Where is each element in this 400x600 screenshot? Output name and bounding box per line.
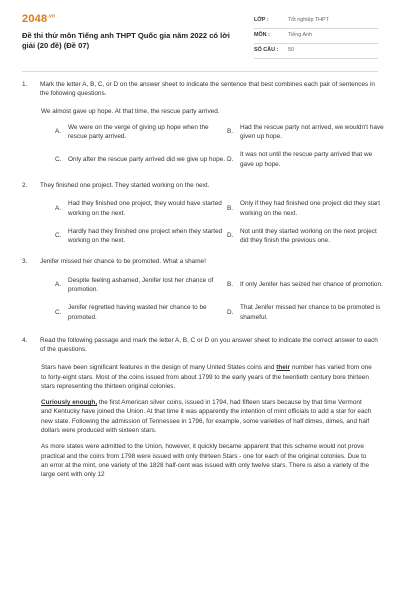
question-4 <box>22 336 378 355</box>
header-divider <box>22 71 378 72</box>
question-sentence: We almost gave up hope. At that time, the rescue party arrived. <box>41 107 220 115</box>
passage-paragraph-2 <box>41 398 374 435</box>
meta-table <box>254 14 378 59</box>
answer-option-b[interactable] <box>227 199 387 218</box>
site-logo[interactable] <box>22 12 55 28</box>
question-number: 4. <box>22 336 28 344</box>
passage-text: number has varied from one to forty-eight stars. Most of the coins issued from about 1799 to the early years of the twentieth century bore thirteen stars representing the thirteen original colonies. <box>41 364 372 390</box>
passage-text: As more states were admitted to the Union, however, it quickly became apparent that this scheme would not prove practical and the coins from 1798 were issued with only thirteen Stars - one for each of the original colonies. Due to an error at the mint, one variety of the 1828 half-cent was issued with only twelve stars. There is also a variety of the large cent with only 12 <box>41 443 370 479</box>
question-number: 3. <box>22 258 28 266</box>
answer-letter: B. <box>227 204 234 212</box>
meta-row-count <box>254 44 378 59</box>
answer-option-d[interactable] <box>227 227 387 246</box>
answer-option-b[interactable] <box>227 276 387 295</box>
answer-option-a[interactable] <box>55 199 227 218</box>
answer-option-a[interactable] <box>55 123 227 142</box>
answer-text: Had they finished one project, they would have started working on the next. <box>68 200 222 217</box>
answer-options <box>55 276 383 322</box>
question-text: Jenifer missed her chance to be promoted. What a shame! <box>40 258 206 266</box>
meta-key: LỚP : <box>254 17 269 24</box>
answer-option-c[interactable] <box>55 227 227 246</box>
answer-text: Jenifer regretted having wasted her chance to be promoted. <box>68 304 207 321</box>
answer-option-b[interactable] <box>227 123 387 142</box>
passage-text: the first American silver coins, issued in 1794, had fifteen stars because by that time Vermont and Kentucky have joined the Union. At that time it was apparently the intention of mint officials to add a star for each new state. Following the admission of Tennessee in 1796, for example, some varieties of half dimes, dimes, and half dollars were produced with sixteen stars. <box>41 399 372 435</box>
answer-letter: A. <box>55 204 62 212</box>
question-text: They finished one project. They started working on the next. <box>40 181 210 189</box>
meta-value: Tiếng Anh <box>288 32 313 39</box>
passage-paragraph-1 <box>41 363 374 391</box>
reading-passage <box>41 363 374 479</box>
answer-text: Hardly had they finished one project when they started working on the next. <box>68 227 223 245</box>
underlined-phrase: Curiously enough, <box>41 399 98 407</box>
answer-text: Not until they started working on the next project did they finish the previous one. <box>240 227 377 245</box>
answer-option-a[interactable] <box>55 276 227 295</box>
answer-text: Despite feeling ashamed, Jenifer lost her chance of promotion. <box>68 276 214 293</box>
answer-text: That Jenifer missed her chance to be promoted is shameful. <box>240 304 381 321</box>
answer-letter: C. <box>55 308 62 316</box>
answer-letter: B. <box>227 281 234 289</box>
passage-paragraph-3 <box>41 442 374 479</box>
answer-letter: C. <box>55 232 62 240</box>
question-text: Read the following passage and mark the letter A, B, C or D on you answer sheet to indicate the correct answer to each of the questions. <box>40 336 378 354</box>
answer-text: It was not until the rescue party arrived that we gave up hope. <box>240 151 373 168</box>
meta-row-subject <box>254 29 378 44</box>
answer-letter: B. <box>227 128 234 136</box>
answer-letter: A. <box>55 128 62 136</box>
logo-text: 2048 <box>22 13 48 25</box>
answer-option-c[interactable] <box>55 150 227 169</box>
answer-letter: D. <box>227 156 234 164</box>
answer-options <box>55 199 378 245</box>
question-text: Mark the letter A, B, C, or D on the answer sheet to indicate the sentence that best combines each pair of sentences in the following questions. <box>40 81 375 98</box>
answer-options <box>55 123 384 169</box>
document-header <box>22 12 378 64</box>
answer-option-d[interactable] <box>227 150 387 169</box>
answer-letter: A. <box>55 281 62 289</box>
logo-tld: .vn <box>47 13 56 20</box>
meta-value: 50 <box>288 47 294 54</box>
answer-option-c[interactable] <box>55 303 227 322</box>
underlined-word: their <box>276 364 291 372</box>
answer-text: Had the rescue party not arrived, we wouldn't have given up hope. <box>240 123 384 141</box>
question-3 <box>22 257 378 266</box>
answer-letter: D. <box>227 232 234 240</box>
answer-option-d[interactable] <box>227 303 387 322</box>
question-number: 2. <box>22 181 28 189</box>
answer-text: Only if they had finished one project did they start working on the next. <box>240 200 380 217</box>
answer-letter: D. <box>227 308 234 316</box>
meta-key: SỐ CÂU : <box>254 47 279 54</box>
answer-text: Only after the rescue party arrived did we give up hope. <box>68 156 226 164</box>
document-title: Đề thi thử môn Tiếng anh THPT Quốc gia năm 2022 có lời giải (20 đề) (Đề 07) <box>22 31 230 50</box>
questions <box>22 80 384 486</box>
answer-text: We were on the verge of giving up hope when the rescue party arrived. <box>68 123 209 141</box>
question-2 <box>22 181 378 190</box>
question-number: 1. <box>22 81 28 88</box>
meta-key: MÔN : <box>254 32 270 39</box>
passage-text: Stars have been significant features in the design of many United States coins and <box>41 364 277 372</box>
meta-row-class <box>254 14 378 29</box>
answer-text: If only Jenifer has seized her chance of promotion. <box>240 281 383 289</box>
answer-letter: C. <box>55 156 62 164</box>
meta-value: Tốt nghiệp THPT <box>288 17 329 24</box>
question-1 <box>22 80 378 99</box>
